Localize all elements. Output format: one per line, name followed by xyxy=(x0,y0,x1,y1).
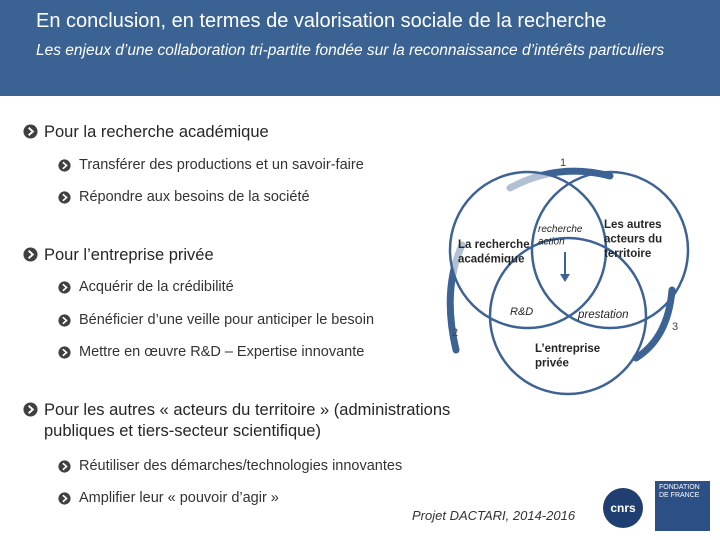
sub-bullet-text: Réutiliser des démarches/technologies innovantes xyxy=(79,458,403,474)
bullet-enterprise xyxy=(23,245,214,266)
sub-bullet xyxy=(58,189,310,205)
sub-bullet xyxy=(58,279,234,295)
bullet-territory-label: Pour les autres « acteurs du territoire » (administrations publiques et tiers-secteur scientifique) xyxy=(44,401,451,440)
circle-arrow-icon xyxy=(23,402,38,417)
label-rd: R&D xyxy=(510,306,534,318)
sub-bullet xyxy=(58,458,402,474)
label-num-3: 3 xyxy=(672,321,679,333)
circle-arrow-icon xyxy=(23,247,38,262)
cnrs-logo xyxy=(598,486,648,530)
slide-title: En conclusion, en termes de valorisation sociale de la recherche xyxy=(36,10,607,32)
bullet-academic-label: Pour la recherche académique xyxy=(44,123,269,141)
sub-bullet-text: Répondre aux besoins de la société xyxy=(79,189,310,205)
sub-bullet xyxy=(58,344,364,360)
chevron-right-icon xyxy=(58,460,71,473)
fondation-de-france-logo xyxy=(655,481,710,531)
label-num-1: 1 xyxy=(560,157,567,169)
label-research-action: recherche action xyxy=(538,224,583,248)
bullet-enterprise-label: Pour l’entreprise privée xyxy=(44,246,214,264)
sub-bullet-text: Transférer des productions et un savoir-faire xyxy=(79,157,364,173)
sub-bullet-text: Acquérir de la crédibilité xyxy=(79,279,234,295)
cycle-arrow-3 xyxy=(636,290,672,358)
sub-bullet-text: Mettre en œuvre R&D – Expertise innovante xyxy=(79,344,365,360)
sub-bullet-text: Bénéficier d’une veille pour anticiper le besoin xyxy=(79,312,375,328)
sub-bullet xyxy=(58,312,374,328)
svg-text:cnrs: cnrs xyxy=(610,501,636,515)
project-credit: Projet DACTARI, 2014-2016 xyxy=(412,508,576,523)
chevron-right-icon xyxy=(58,492,71,505)
label-academic-1: La recherche académique xyxy=(458,239,530,266)
label-actors: Les autres acteurs du territoire xyxy=(604,219,663,260)
venn-diagram xyxy=(440,150,700,410)
chevron-right-icon xyxy=(58,314,71,327)
label-prestation: prestation xyxy=(578,309,629,321)
title-banner xyxy=(0,0,720,96)
bullet-academic xyxy=(23,122,269,143)
label-enterprise: L’entreprise privée xyxy=(535,343,601,370)
sub-bullet xyxy=(58,157,364,173)
chevron-right-icon xyxy=(58,191,71,204)
sub-bullet xyxy=(58,490,279,506)
circle-arrow-icon xyxy=(23,124,38,139)
label-num-2: 2 xyxy=(452,327,459,339)
sub-bullet-text: Amplifier leur « pouvoir d’agir » xyxy=(79,490,279,506)
chevron-right-icon xyxy=(58,346,71,359)
chevron-right-icon xyxy=(58,281,71,294)
chevron-right-icon xyxy=(58,159,71,172)
slide-subtitle: Les enjeux d’une collaboration tri-partite fondée sur la reconnaissance d’intérêts particuliers xyxy=(36,42,665,59)
fdf-logo-text: FONDATION DE FRANCE xyxy=(659,484,700,499)
